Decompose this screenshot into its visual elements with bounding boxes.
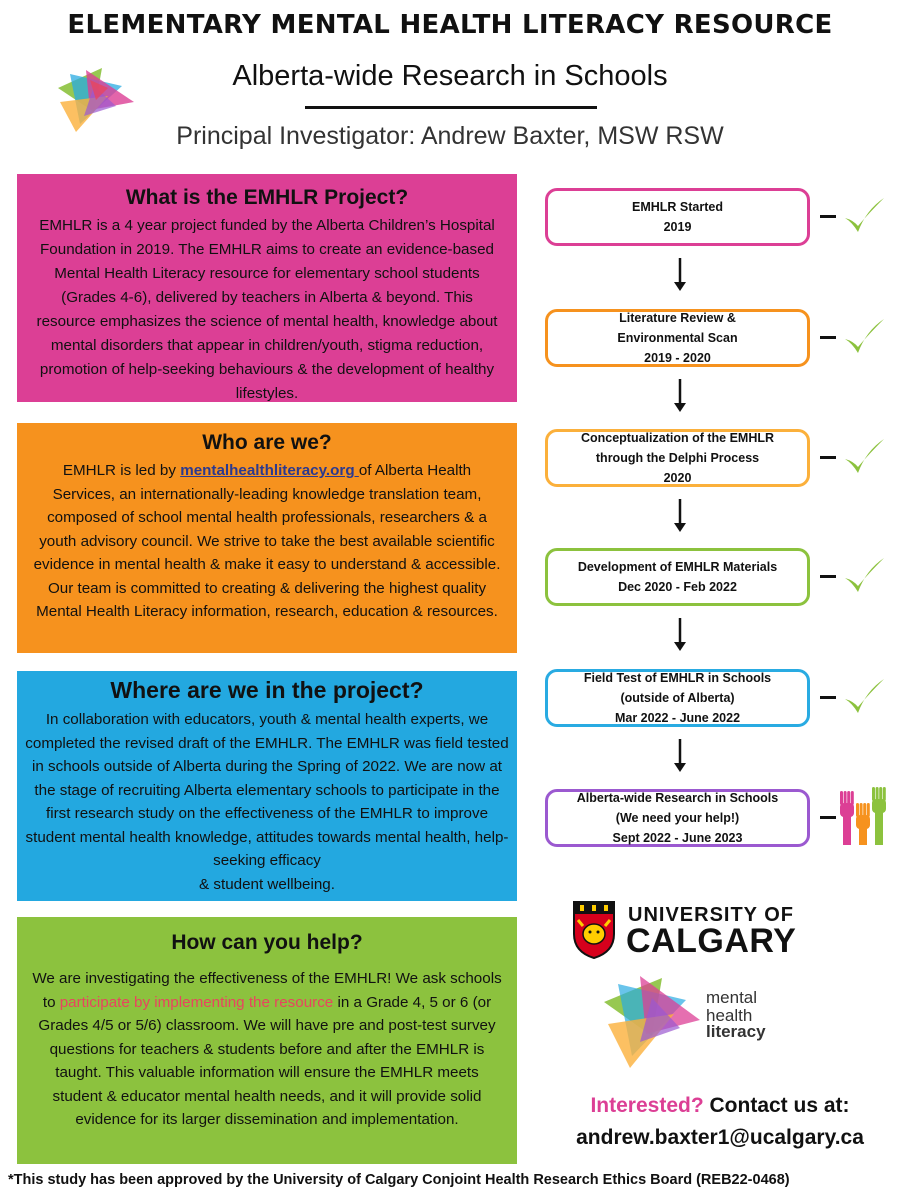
timeline-dash (820, 215, 836, 218)
section-who-body (31, 459, 503, 624)
timeline-step-line2: through the Delphi Process (595, 451, 760, 465)
section-help-body (31, 967, 503, 1132)
timeline-step (545, 188, 810, 246)
contact-prompt-interested: Interested? (590, 1094, 704, 1117)
timeline-dash (820, 816, 836, 819)
section-where-body-main: In collaboration with educators, youth & mental health experts, we completed the revised draft of the EMHLR. The EMHLR was field tested in schools outside of Alberta during the Spring of 2022. We are now at the stage of recruiting Alberta elementary schools to participate in the first research study on the effectiveness of the EMHLR to improve student mental health knowledge, attitudes towards mental health, help-seeking efficacy (25, 711, 509, 869)
mhl-logo-text-health: health (706, 1006, 753, 1025)
timeline-step-line1: Alberta-wide Research in Schools (576, 791, 779, 805)
timeline-step-line1: Development of EMHLR Materials (577, 560, 778, 574)
section-where-heading: Where are we in the project? (110, 677, 424, 703)
raised-hands-icon (836, 785, 892, 845)
mhl-logo-text-mental: mental (706, 988, 758, 1007)
timeline-step (545, 789, 810, 847)
section-who-body-end: of Alberta Health Services, an internationally-leading knowledge translation team, composed of school mental health professionals, researchers & a youth advisory council. We strive to take the best available scientific evidence in mental health & make it easy to understand & accessible. Our team is committed to creating & delivering the highest quality Mental Health Literacy information, research, education & resources. (33, 462, 501, 620)
timeline-dash (820, 575, 836, 578)
arrow-down-icon (670, 737, 690, 773)
checkmark-icon (842, 437, 886, 477)
section-who (17, 423, 517, 653)
title-divider (305, 106, 597, 109)
timeline-step-line3: 2019 - 2020 (644, 351, 711, 365)
page-subtitle: Alberta-wide Research in Schools (232, 60, 668, 92)
ethics-footnote: *This study has been approved by the University of Calgary Conjoint Health Research Ethics Board (REB22-0468) (8, 1172, 790, 1188)
page-title: ELEMENTARY MENTAL HEALTH LITERACY RESOURCE (67, 10, 833, 40)
section-where (17, 671, 517, 901)
section-where-body-end: & student wellbeing. (199, 875, 335, 893)
section-help (17, 917, 517, 1164)
timeline-dash (820, 696, 836, 699)
arrow-down-icon (670, 497, 690, 533)
section-help-body-start: We are investigating the effectiveness of the EMHLR! We ask schools to (32, 970, 502, 1011)
timeline-step (545, 548, 810, 606)
timeline-step-line3: 2020 (663, 471, 692, 485)
timeline-step-line1: Conceptualization of the EMHLR (580, 431, 775, 445)
section-who-heading: Who are we? (202, 431, 332, 454)
timeline-dash (820, 456, 836, 459)
university-crest-icon (572, 900, 616, 960)
contact-email[interactable]: andrew.baxter1@ucalgary.ca (576, 1126, 864, 1149)
timeline-step (545, 669, 810, 727)
timeline-dash (820, 336, 836, 339)
section-what-heading: What is the EMHLR Project? (125, 186, 409, 209)
section-what-body: EMHLR is a 4 year project funded by the Alberta Children’s Hospital Foundation in 2019. The EMHLR aims to create an evidence-based Mental Health Literacy resource for elementary school students (Grades 4-6), delivered by teachers in Alberta & beyond. This resource emphasizes the science of mental health, knowledge about mental disorders that appear in children/youth, stigma reduction, promotion of help-seeking behaviours & the development of healthy lifestyles. (36, 217, 498, 402)
timeline-step-line3: Sept 2022 - June 2023 (612, 831, 743, 845)
contact-prompt (540, 1094, 900, 1118)
section-who-body-start: EMHLR is led by (62, 462, 181, 479)
mhl-website-link[interactable]: mentalhealthliteracy.org (180, 462, 359, 479)
university-name-line1: UNIVERSITY OF (628, 904, 794, 926)
checkmark-icon (842, 317, 886, 357)
section-help-highlight: participate by implementing the resource (59, 993, 334, 1011)
timeline-step-line1: EMHLR Started (632, 200, 723, 214)
timeline-step (545, 429, 810, 487)
checkmark-icon (842, 556, 886, 596)
section-help-heading: How can you help? (171, 931, 363, 954)
timeline-step-line1: Field Test of EMHLR in Schools (583, 671, 772, 685)
timeline-step-line2: (outside of Alberta) (620, 691, 735, 705)
checkmark-icon (842, 677, 886, 717)
timeline-step-line1: Literature Review & (619, 311, 736, 325)
section-help-body-end: in a Grade 4, 5 or 6 (or Grades 4/5 or 5/6) classroom. We will have pre and post-test survey questions for teachers & students before and after the EMHLR is taught. This valuable information will ensure the EMHLR meets student & educator mental health needs, and it will provide solid evidence for its larger dissemination and implementation. (38, 993, 496, 1128)
checkmark-icon (842, 196, 886, 236)
timeline-step (545, 309, 810, 367)
timeline-step-line2: 2019 (663, 220, 692, 234)
contact-prompt-text: Contact us at: (703, 1094, 850, 1117)
timeline-step-line2: Dec 2020 - Feb 2022 (618, 580, 737, 594)
timeline-step-line2: Environmental Scan (617, 331, 738, 345)
arrow-down-icon (670, 616, 690, 652)
section-what (17, 174, 517, 402)
timeline-step-line3: Mar 2022 - June 2022 (614, 711, 741, 725)
arrow-down-icon (670, 256, 690, 292)
arrow-down-icon (670, 377, 690, 413)
principal-investigator: Principal Investigator: Andrew Baxter, MSW RSW (176, 122, 724, 150)
university-name-line2: CALGARY (626, 922, 797, 960)
section-where-body (25, 708, 509, 896)
timeline-step-line2: (We need your help!) (615, 811, 740, 825)
mhl-logo-text-literacy: literacy (706, 1022, 766, 1041)
